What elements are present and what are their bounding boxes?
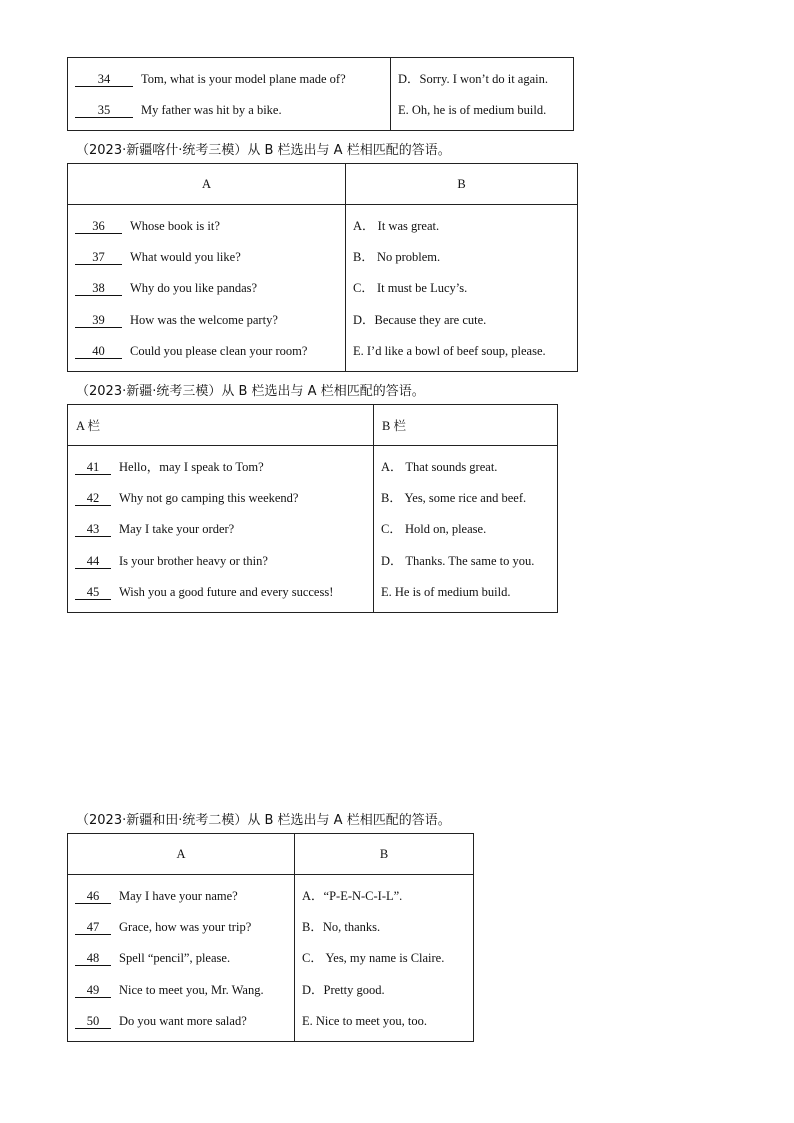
- column-a: [68, 446, 374, 613]
- section-caption: （2023·新疆·统考三模）从 B 栏选出与 A 栏相匹配的答语。: [76, 384, 425, 399]
- question-row: [68, 273, 345, 304]
- answer-blank[interactable]: 49: [75, 983, 111, 998]
- question-row: [68, 577, 373, 608]
- question-row: [68, 483, 373, 514]
- answer-option: A． That sounds great.: [381, 460, 498, 474]
- question-row: [68, 1006, 294, 1037]
- question-text: Wish you a good future and every success!: [119, 584, 334, 599]
- header-b: B: [295, 834, 474, 875]
- header-b: B: [346, 164, 578, 205]
- question-row: [68, 336, 345, 367]
- answer-option: D．Sorry. I won’t do it again.: [398, 72, 548, 86]
- answer-option: B．No, thanks.: [302, 920, 381, 935]
- question-row: [68, 242, 345, 273]
- question-text: Why not go camping this weekend?: [119, 491, 299, 506]
- question-text: Tom, what is your model plane made of?: [141, 72, 346, 86]
- question-text: How was the welcome party?: [130, 312, 278, 327]
- question-text: May I have your name?: [119, 889, 238, 903]
- question-row: [68, 452, 373, 483]
- answer-option: B． Yes, some rice and beef.: [381, 491, 527, 506]
- question-text: Could you please clean your room?: [130, 343, 308, 358]
- question-text: Nice to meet you, Mr. Wang.: [119, 982, 264, 997]
- question-row: [68, 514, 373, 545]
- answer-option: B． No problem.: [353, 250, 441, 265]
- answer-option: D．Pretty good.: [302, 982, 385, 997]
- question-text: Why do you like pandas?: [130, 281, 258, 296]
- answer-blank[interactable]: 41: [75, 460, 111, 475]
- answer-option: E. Nice to meet you, too.: [302, 1013, 427, 1028]
- answer-option: C． Hold on, please.: [381, 522, 487, 537]
- answer-blank[interactable]: 39: [75, 313, 122, 328]
- answer-blank[interactable]: 47: [75, 920, 111, 935]
- answer-blank[interactable]: 44: [75, 554, 111, 569]
- section-caption: （2023·新疆和田·统考二模）从 B 栏选出与 A 栏相匹配的答语。: [76, 813, 451, 828]
- answer-blank[interactable]: 50: [75, 1014, 111, 1029]
- question-row: [68, 881, 294, 912]
- question-text: My father was hit by a bike.: [141, 103, 282, 118]
- matching-table-1: [67, 57, 574, 131]
- question-text: Is your brother heavy or thin?: [119, 553, 268, 568]
- question-text: Grace, how was your trip?: [119, 920, 252, 935]
- question-row: [68, 975, 294, 1006]
- answer-option: D．Because they are cute.: [353, 312, 487, 327]
- question-text: Hello，may I speak to Tom?: [119, 460, 264, 474]
- column-a: [68, 205, 346, 372]
- answer-option: D． Thanks. The same to you.: [381, 553, 535, 568]
- question-row: [68, 546, 373, 577]
- question-row: [68, 95, 390, 126]
- column-a: [68, 875, 295, 1042]
- header-b: B 栏: [374, 405, 558, 446]
- header-a: A 栏: [68, 405, 374, 446]
- answer-option: E. He is of medium build.: [381, 584, 511, 599]
- question-text: May I take your order?: [119, 522, 235, 537]
- column-a: [68, 58, 391, 131]
- question-text: Do you want more salad?: [119, 1013, 247, 1028]
- answer-blank[interactable]: 42: [75, 491, 111, 506]
- answer-blank[interactable]: 36: [75, 219, 122, 234]
- question-text: What would you like?: [130, 250, 241, 265]
- answer-blank[interactable]: 45: [75, 585, 111, 600]
- column-b: [374, 446, 558, 613]
- question-row: [68, 943, 294, 974]
- matching-table-3: [67, 404, 558, 613]
- answer-option: A． It was great.: [353, 219, 440, 233]
- question-row: [68, 64, 390, 95]
- answer-blank[interactable]: 40: [75, 344, 122, 359]
- question-row: [68, 305, 345, 336]
- header-a: A: [68, 164, 346, 205]
- question-row: [68, 912, 294, 943]
- column-b: [391, 58, 574, 131]
- column-b: [295, 875, 474, 1042]
- answer-blank[interactable]: 35: [75, 103, 133, 118]
- question-row: [68, 211, 345, 242]
- answer-blank[interactable]: 37: [75, 250, 122, 265]
- answer-blank[interactable]: 43: [75, 522, 111, 537]
- answer-option: A．“P-E-N-C-I-L”.: [302, 889, 403, 903]
- answer-option: C． Yes, my name is Claire.: [302, 951, 445, 966]
- section-caption: （2023·新疆喀什·统考三模）从 B 栏选出与 A 栏相匹配的答语。: [76, 143, 451, 158]
- answer-option: E. I’d like a bowl of beef soup, please.: [353, 343, 546, 358]
- question-text: Whose book is it?: [130, 219, 220, 233]
- answer-option: E. Oh, he is of medium build.: [398, 103, 547, 118]
- answer-blank[interactable]: 48: [75, 951, 111, 966]
- column-b: [346, 205, 578, 372]
- matching-table-4: [67, 833, 474, 1042]
- answer-option: C． It must be Lucy’s.: [353, 281, 468, 296]
- matching-table-2: [67, 163, 578, 372]
- answer-blank[interactable]: 46: [75, 889, 111, 904]
- question-text: Spell “pencil”, please.: [119, 951, 231, 966]
- answer-blank[interactable]: 34: [75, 72, 133, 87]
- header-a: A: [68, 834, 295, 875]
- answer-blank[interactable]: 38: [75, 281, 122, 296]
